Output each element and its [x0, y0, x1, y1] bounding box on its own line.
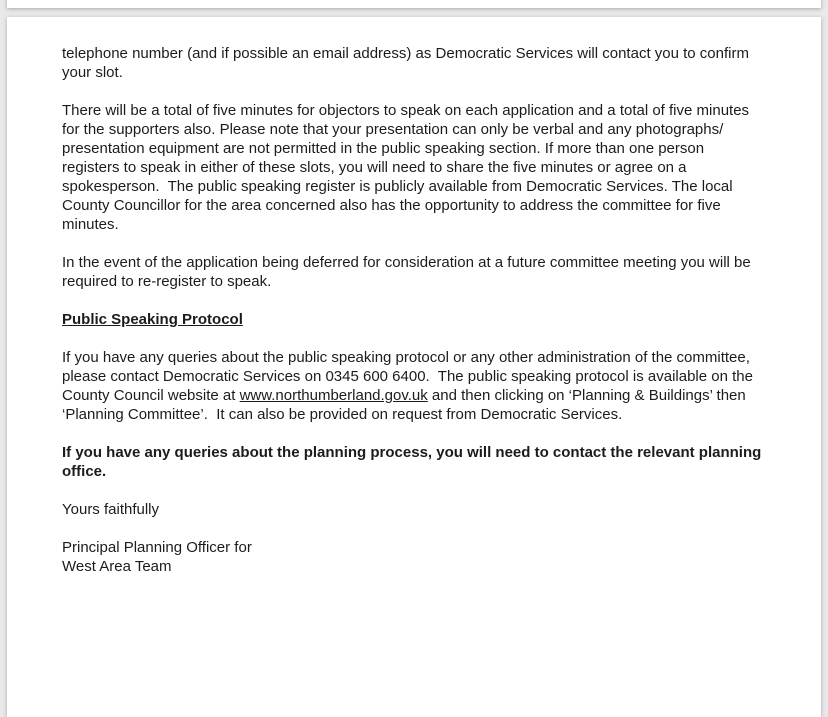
signature-block: [62, 538, 763, 576]
heading-public-speaking-protocol: Public Speaking Protocol: [62, 311, 243, 328]
previous-page-edge: [7, 0, 821, 8]
document-page: [7, 17, 821, 717]
paragraph-planning-queries-bold: If you have any queries about the planning process, you will need to contact the relevant planning office.: [62, 444, 766, 480]
letter-body: [7, 17, 767, 576]
council-website-link[interactable]: www.northumberland.gov.uk: [239, 387, 428, 404]
paragraph-protocol-queries: [62, 348, 763, 424]
paragraph-deferral-notice: In the event of the application being deferred for consideration at a future committee meeting you will be required to re-register to speak.: [62, 254, 755, 290]
protocol-queries-text-pre: If you have any queries about the public speaking protocol or any other administration of the committee, please contact Democratic Services on 0345 600 6400. The public speaking protocol is available on the County Council website at: [62, 349, 758, 404]
paragraph-contact-confirmation: telephone number (and if possible an email address) as Democratic Services will contact you to confirm your slot.: [62, 45, 754, 81]
paragraph-speaking-time-rules: There will be a total of five minutes for objectors to speak on each application and a total of five minutes for the supporters also. Please note that your presentation can only be verbal and any photographs/ presentation equipment are not permitted in the public speaking section. If more than one person registers to speak in either of these slots, you will need to share the five minutes or agree on a spokesperson. The public speaking register is publicly available from Democratic Services. The local County Councillor for the area concerned also has the opportunity to address the committee for five minutes.: [62, 102, 754, 233]
signature-role: Principal Planning Officer for: [62, 539, 252, 556]
protocol-queries-text-post: and then clicking on ‘Planning & Buildings’ then ‘Planning Committee’. It can also be provided on request from Democratic Services.: [62, 387, 750, 423]
closing-valediction: Yours faithfully: [62, 501, 160, 518]
signature-team: West Area Team: [62, 558, 172, 575]
